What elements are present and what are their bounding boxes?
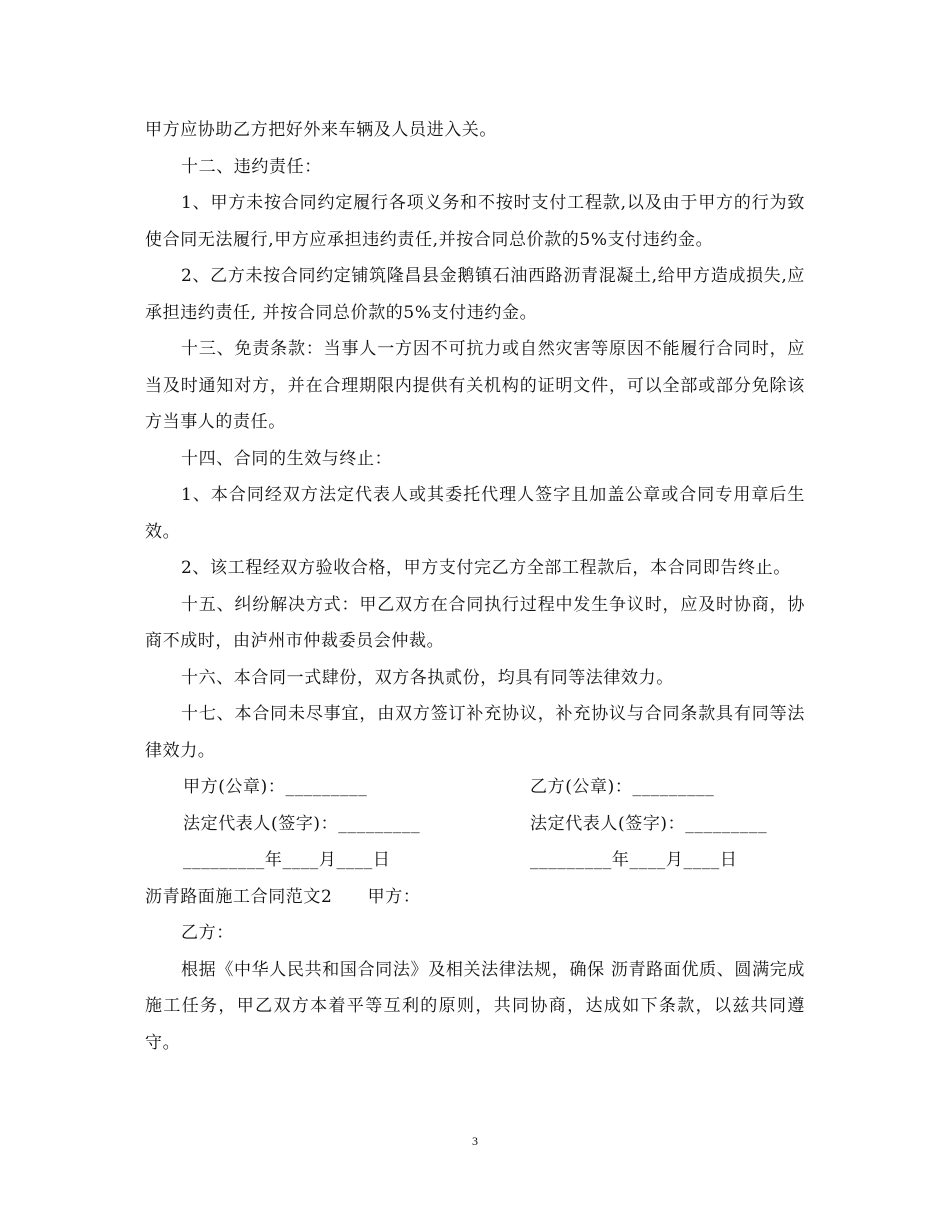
section-heading-breach: 十二、违约责任：	[181, 156, 322, 177]
page-number: 3	[472, 1134, 478, 1148]
paragraph: 1、甲方未按合同约定履行各项义务和不按时支付工程款,以及由于甲方的行为致使合同无法履行,甲方应承担违约责任,并按合同总价款的5%支付违约金。	[145, 193, 805, 250]
paragraph: 2、该工程经双方验收合格，甲方支付完乙方全部工程款后，本合同即告终止。	[181, 558, 791, 578]
intro-paragraph: 根据《中华人民共和国合同法》及相关法律法规，确保 沥青路面优质、圆满完成施工任务，甲乙双方本着平等互利的原则，共同协商，达成如下条款，以兹共同遵守。	[145, 959, 805, 1053]
paragraph: 甲方应协助乙方把好外来车辆及人员进入关。	[145, 120, 497, 140]
paragraph: 十五、纠纷解决方式：甲乙双方在合同执行过程中发生争议时，应及时协商，协商不成时，由泸州市仲裁委员会仲裁。	[145, 594, 805, 651]
party-a-date-line: _________年____月____日	[183, 850, 391, 870]
party-b-seal-line: 乙方(公章)：_________	[530, 777, 715, 797]
signature-date-row	[145, 842, 805, 879]
signature-rep-row	[145, 806, 805, 843]
paragraph: 2、乙方未按合同约定铺筑隆昌县金鹅镇石油西路沥青混凝土,给甲方造成损失,应承担违约责任, 并按合同总价款的5%支付违约金。	[145, 266, 805, 323]
party-a-representative-line: 法定代表人(签字)：_________	[183, 813, 421, 834]
contract2-heading: 沥青路面施工合同范文2 甲方：	[145, 886, 421, 907]
party-b-date-line: _________年____月____日	[530, 850, 738, 870]
party-b-representative-line: 法定代表人(签字)：_________	[530, 813, 768, 834]
section-heading-effect: 十四、合同的生效与终止：	[181, 448, 393, 469]
party-b-line: 乙方：	[181, 923, 234, 943]
party-a-seal-line: 甲方(公章)：_________	[183, 777, 368, 797]
paragraph: 十七、本合同未尽事宜，由双方签订补充协议，补充协议与合同条款具有同等法律效力。	[145, 704, 805, 761]
signature-seal-row	[145, 769, 805, 806]
paragraph: 十六、本合同一式肆份，双方各执贰份，均具有同等法律效力。	[181, 667, 674, 688]
document-body	[145, 112, 805, 1061]
paragraph: 1、本合同经双方法定代表人或其委托代理人签字且加盖公章或合同专用章后生效。	[145, 485, 805, 542]
paragraph: 十三、免责条款：当事人一方因不可抗力或自然灾害等原因不能履行合同时，应当及时通知对方，并在合理期限内提供有关机构的证明文件，可以全部或部分免除该方当事人的责任。	[145, 339, 805, 432]
